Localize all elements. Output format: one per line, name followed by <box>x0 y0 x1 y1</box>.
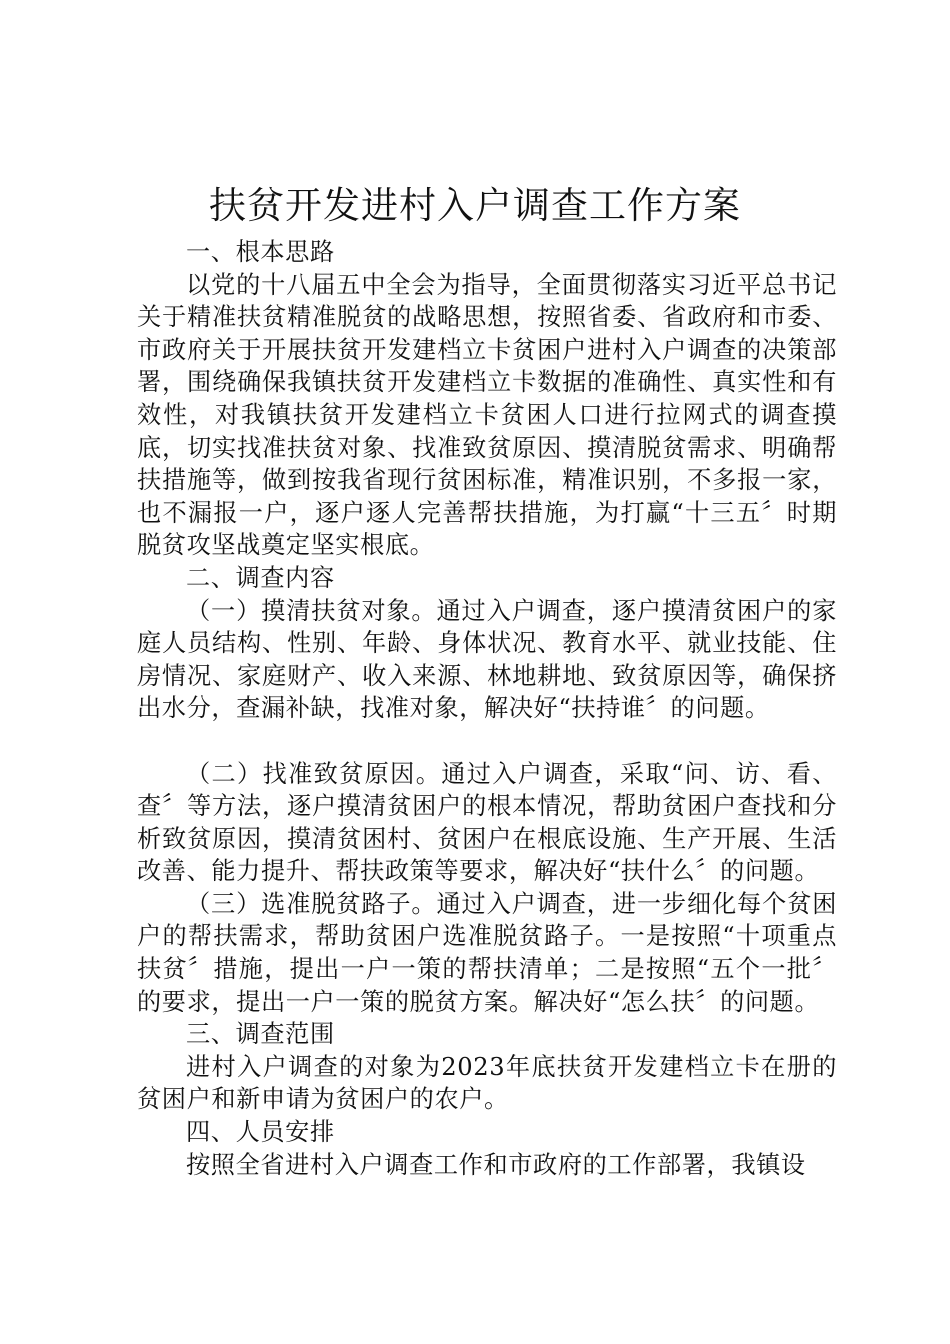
paragraph-identify-targets: （一）摸清扶贫对象。通过入户调查，逐户摸清贫困户的家庭人员结构、性别、年龄、身体状况、教育水平、就业技能、住房情况、家庭财产、收入来源、林地耕地、致贫原因等，确保挤出水分，查漏补缺，找准对象，解决好“扶持谁〞的问题。 <box>137 596 837 723</box>
paragraph-survey-scope: 进村入户调查的对象为2023年底扶贫开发建档立卡在册的贫困户和新申请为贫困户的农户。 <box>137 1052 837 1114</box>
paragraph-find-causes: （二）找准致贫原因。通过入户调查，采取“问、访、看、查〞等方法，逐户摸清贫困户的根本情况，帮助贫困户查找和分析致贫原因，摸清贫困村、贫困户在根底设施、生产开展、生活改善、能力提升、帮扶政策等要求，解决好“扶什么〞的问题。 <box>137 759 837 886</box>
section-heading-survey-scope: 三、调查范围 <box>186 1020 335 1049</box>
paragraph-select-paths: （三）选准脱贫路子。通过入户调查，进一步细化每个贫困户的帮扶需求，帮助贫困户选准脱贫路子。一是按照“十项重点扶贫〞措施，提出一户一策的帮扶清单；二是按照“五个一批〞的要求，提出一户一策的脱贫方案。解决好“怎么扶〞的问题。 <box>137 889 837 1016</box>
section-heading-staffing: 四、人员安排 <box>186 1118 335 1147</box>
document-body <box>137 236 837 1181</box>
section-heading-basic-idea: 一、根本思路 <box>186 238 335 266</box>
paragraph-staffing: 按照全省进村入户调查工作和市政府的工作部署，我镇设 <box>186 1150 806 1179</box>
paragraph-basic-idea: 以党的十八届五中全会为指导，全面贯彻落实习近平总书记关于精准扶贫精准脱贫的战略思想，按照省委、省政府和市委、市政府关于开展扶贫开发建档立卡贫困户进村入户调查的决策部署，围绕确保我镇扶贫开发建档立卡数据的准确性、真实性和有效性，对我镇扶贫开发建档立卡贫困人口进行拉网式的调查摸底，切实找准扶贫对象、找准致贫原因、摸清脱贫需求、明确帮扶措施等，做到按我省现行贫困标准，精准识别，不多报一家，也不漏报一户，逐户逐人完善帮扶措施，为打赢“十三五〞时期脱贫攻坚战奠定坚实根底。 <box>137 270 837 560</box>
section-heading-survey-content: 二、调查内容 <box>186 563 335 592</box>
document-title: 扶贫开发进村入户调查工作方案 <box>209 184 741 227</box>
